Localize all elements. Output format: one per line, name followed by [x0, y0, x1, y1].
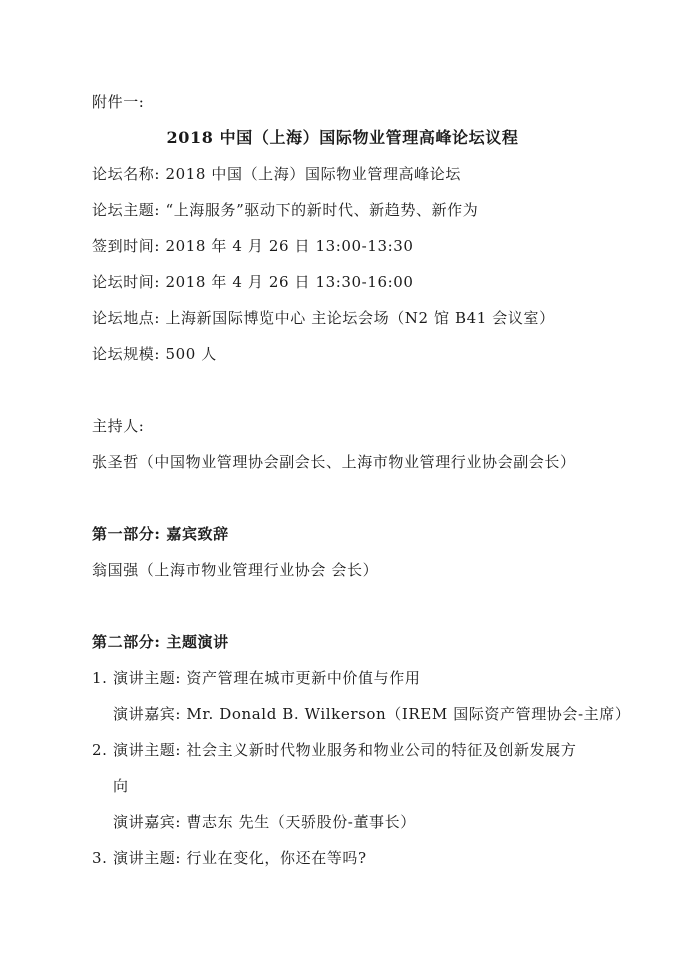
talk-topic: 演讲主题: 行业在变化，你还在等吗?	[113, 849, 367, 867]
info-forum-time	[92, 272, 414, 292]
info-label: 论坛地点:	[92, 309, 161, 327]
info-value: “上海服务”驱动下的新时代、新趋势、新作为	[165, 201, 479, 219]
talk-topic: 演讲主题: 社会主义新时代物业服务和物业公司的特征及创新发展方	[113, 741, 577, 759]
info-forum-venue	[92, 308, 555, 328]
talk-1-topic	[92, 668, 420, 688]
info-value: 上海新国际博览中心 主论坛会场（N2 馆 B41 会议室）	[165, 309, 555, 327]
talk-2-topic-continued: 向	[113, 777, 129, 795]
part1-heading: 第一部分: 嘉宾致辞	[92, 525, 229, 543]
talk-3-topic	[92, 848, 367, 868]
part1-speaker: 翁国强（上海市物业管理行业协会 会长）	[92, 561, 379, 579]
talk-2-topic	[92, 740, 576, 760]
page-title: 2018 中国（上海）国际物业管理高峰论坛议程	[166, 128, 519, 147]
info-forum-theme	[92, 200, 478, 220]
attachment-label: 附件一:	[92, 93, 145, 111]
talk-number: 3.	[92, 849, 108, 867]
talk-2-speaker: 演讲嘉宾: 曹志东 先生（天骄股份-董事长）	[113, 813, 416, 831]
info-value: 2018 年 4 月 26 日 13:30-16:00	[165, 273, 414, 291]
host-label: 主持人:	[92, 417, 145, 435]
info-value: 500 人	[165, 345, 217, 363]
host-name: 张圣哲（中国物业管理协会副会长、上海市物业管理行业协会副会长）	[92, 453, 576, 471]
info-label: 论坛时间:	[92, 273, 161, 291]
talk-number: 1.	[92, 669, 108, 687]
talk-topic: 演讲主题: 资产管理在城市更新中价值与作用	[113, 669, 421, 687]
talk-number: 2.	[92, 741, 108, 759]
part2-heading: 第二部分: 主题演讲	[92, 633, 229, 651]
info-value: 2018 中国（上海）国际物业管理高峰论坛	[165, 165, 461, 183]
info-forum-name	[92, 164, 461, 184]
info-value: 2018 年 4 月 26 日 13:00-13:30	[165, 237, 414, 255]
info-label: 论坛主题:	[92, 201, 161, 219]
info-checkin-time	[92, 236, 414, 256]
talk-1-speaker: 演讲嘉宾: Mr. Donald B. Wilkerson（IREM 国际资产管理协会-主席）	[113, 705, 631, 723]
info-label: 论坛名称:	[92, 165, 161, 183]
info-label: 论坛规模:	[92, 345, 161, 363]
info-label: 签到时间:	[92, 237, 161, 255]
info-forum-scale	[92, 344, 217, 364]
